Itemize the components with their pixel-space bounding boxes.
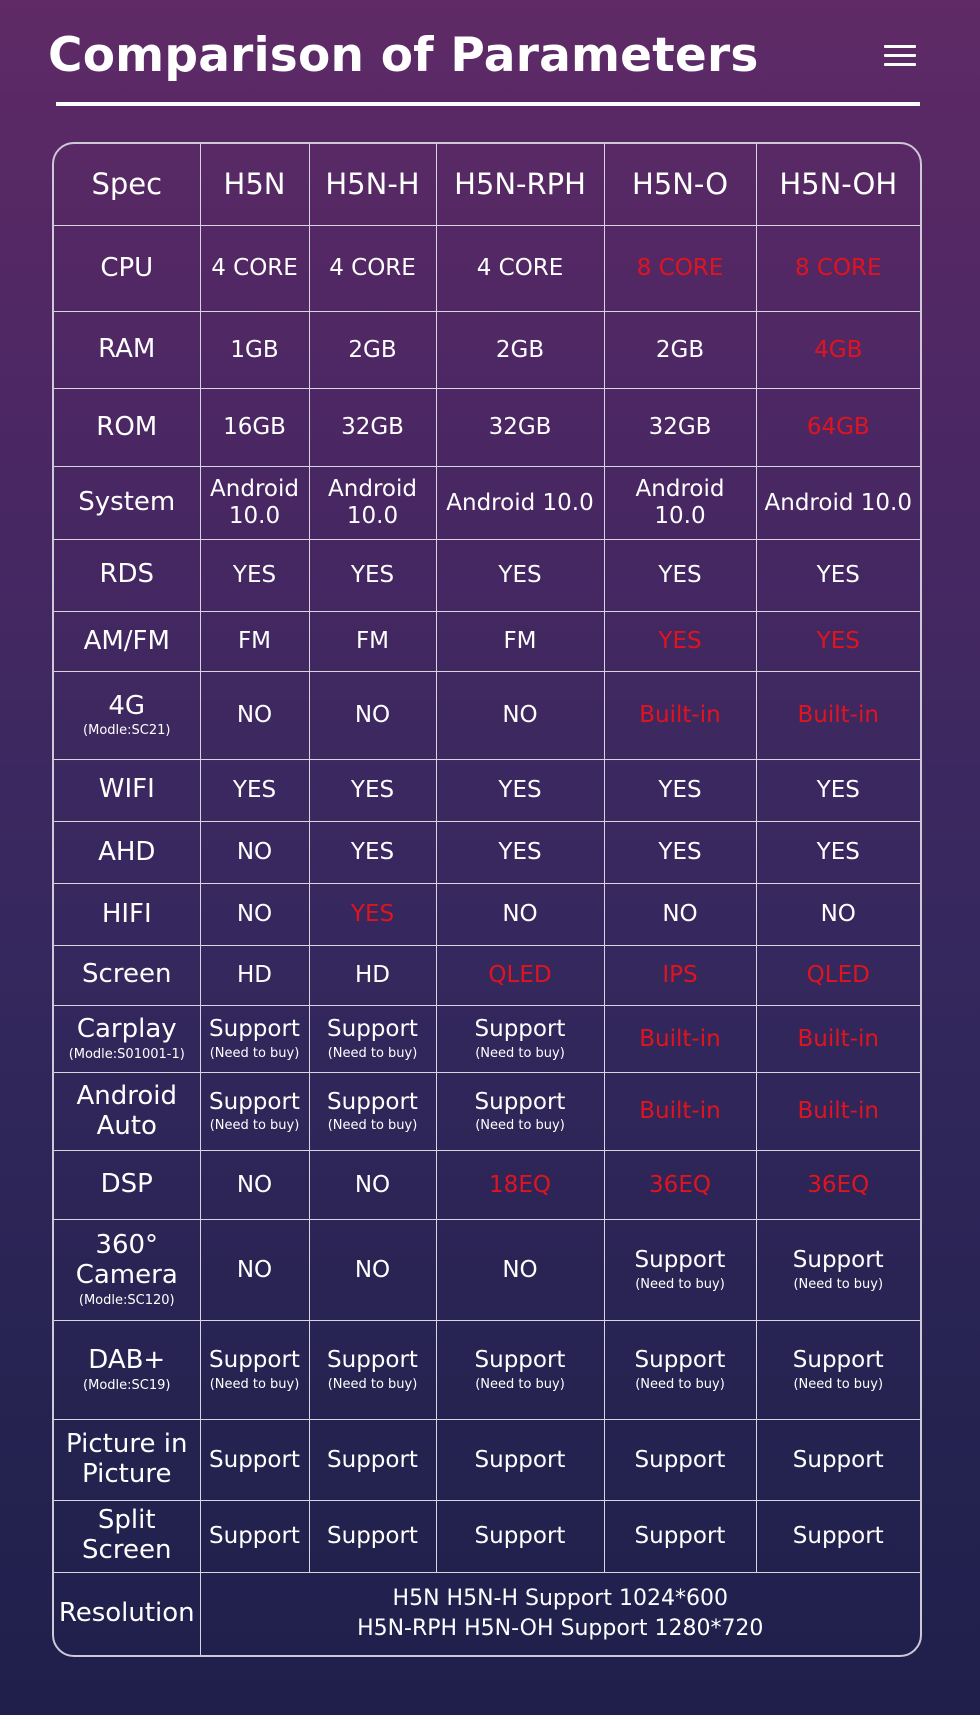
value-text: Support: [634, 1523, 726, 1550]
spec-label: Split Screen: [82, 1505, 172, 1566]
value-text: NO: [820, 901, 856, 928]
value-text: Support: [792, 1347, 884, 1374]
value-text: Android 10.0: [328, 476, 417, 529]
value-cell: [604, 822, 756, 884]
value-cell: [436, 1073, 604, 1150]
value-text: 32GB: [648, 414, 712, 441]
table-row: [54, 672, 920, 759]
value-cell: [200, 225, 309, 311]
value-cell: [309, 672, 436, 759]
value-text: Support: [792, 1523, 884, 1550]
value-text: NO: [236, 901, 273, 928]
spec-label: RAM: [98, 334, 156, 365]
header-cell-h5n-oh: H5N-OH: [756, 144, 920, 225]
value-text: Support: [474, 1016, 566, 1043]
value-cell: [604, 388, 756, 466]
value-cell: [604, 1420, 756, 1500]
value-text: Android 10.0: [764, 489, 912, 516]
spec-label: 4G: [108, 690, 146, 721]
table-row: [54, 1073, 920, 1150]
value-text: 2GB: [655, 336, 705, 363]
spec-label: DAB+: [88, 1344, 166, 1375]
spec-label-cell: [54, 1073, 200, 1150]
value-text: NO: [502, 1256, 538, 1283]
spec-label-cell: [54, 884, 200, 945]
value-cell: [604, 312, 756, 388]
value-text: NO: [354, 1171, 391, 1198]
title-divider: [56, 102, 920, 106]
value-cell: [309, 388, 436, 466]
value-subnote: (Need to buy): [475, 1376, 565, 1392]
value-cell: [756, 225, 920, 311]
value-cell: [436, 1320, 604, 1420]
value-text: Support: [634, 1347, 726, 1374]
value-cell: [604, 1500, 756, 1572]
value-text: YES: [350, 777, 395, 804]
value-cell: [200, 388, 309, 466]
page-header: [0, 0, 980, 110]
value-cell: [200, 539, 309, 611]
table-row: [54, 1005, 920, 1072]
value-cell: [436, 611, 604, 671]
value-subnote: (Need to buy): [635, 1376, 725, 1392]
value-cell: [604, 759, 756, 821]
value-text: YES: [658, 839, 702, 866]
value-text: Support: [327, 1088, 418, 1115]
value-text: Support: [209, 1088, 300, 1115]
spec-model-note: (Modle:SC21): [83, 723, 171, 739]
table-row: [54, 759, 920, 821]
value-cell: [200, 1005, 309, 1072]
value-text: NO: [502, 901, 538, 928]
value-text: Support: [474, 1523, 566, 1550]
value-cell: [436, 1005, 604, 1072]
value-cell: [309, 312, 436, 388]
spec-label: System: [78, 486, 176, 517]
value-cell: [604, 1073, 756, 1150]
value-cell: [756, 388, 920, 466]
value-cell: [309, 225, 436, 311]
value-text: Support: [634, 1446, 726, 1473]
value-text: Support: [209, 1016, 300, 1043]
value-cell: [309, 759, 436, 821]
header-cell-h5n-h: H5N-H: [309, 144, 436, 225]
spec-label: Screen: [82, 959, 172, 990]
value-subnote: (Need to buy): [327, 1045, 418, 1061]
table-row: [54, 1220, 920, 1321]
value-text: YES: [232, 562, 277, 589]
value-cell: [200, 1420, 309, 1500]
resolution-line-2: H5N-RPH H5N-OH Support 1280*720: [357, 1615, 764, 1641]
comparison-table: [54, 144, 920, 1655]
value-cell: [436, 822, 604, 884]
resolution-line-1: H5N H5N-H Support 1024*600: [392, 1586, 728, 1612]
value-text: YES: [498, 839, 542, 866]
header-cell-h5n: H5N: [200, 144, 309, 225]
value-cell: [436, 759, 604, 821]
page-title: Comparison of Parameters: [48, 28, 759, 83]
value-text: Support: [327, 1446, 418, 1473]
menu-bar: [884, 54, 916, 57]
value-cell: [436, 539, 604, 611]
value-cell: [309, 1073, 436, 1150]
spec-label: WIFI: [98, 774, 155, 805]
value-text: YES: [232, 777, 277, 804]
value-cell: [309, 822, 436, 884]
value-text: 18EQ: [489, 1171, 551, 1198]
value-cell: [756, 672, 920, 759]
value-text: YES: [498, 777, 542, 804]
value-text: Built-in: [797, 1098, 879, 1125]
value-text: YES: [816, 562, 860, 589]
header-cell-h5n-o: H5N-O: [604, 144, 756, 225]
value-cell: [756, 1220, 920, 1321]
value-text: Support: [792, 1446, 884, 1473]
value-text: Support: [474, 1088, 566, 1115]
table-row: [54, 1420, 920, 1500]
value-text: Support: [209, 1523, 300, 1550]
value-text: YES: [350, 562, 395, 589]
value-cell: [200, 672, 309, 759]
spec-label-cell: [54, 1150, 200, 1219]
value-cell: [756, 822, 920, 884]
value-text: Android 10.0: [446, 489, 594, 516]
value-text: NO: [236, 839, 273, 866]
value-text: Android 10.0: [635, 476, 725, 529]
value-cell: [604, 884, 756, 945]
value-subnote: (Need to buy): [327, 1376, 418, 1392]
table-row: [54, 388, 920, 466]
spec-label-cell: [54, 1420, 200, 1500]
value-text: YES: [350, 901, 395, 928]
value-cell: [756, 1150, 920, 1219]
table-row: [54, 945, 920, 1005]
spec-label-cell: [54, 539, 200, 611]
table-row: [54, 467, 920, 539]
value-cell: [756, 1500, 920, 1572]
spec-label-cell: [54, 672, 200, 759]
value-cell: [756, 1005, 920, 1072]
spec-label: Picture in Picture: [66, 1428, 188, 1489]
value-cell: [309, 945, 436, 1005]
value-text: Support: [209, 1446, 300, 1473]
table-row: [54, 312, 920, 388]
value-text: QLED: [488, 962, 552, 989]
value-cell: [436, 312, 604, 388]
value-subnote: (Need to buy): [475, 1045, 565, 1061]
value-text: YES: [498, 562, 542, 589]
value-cell: [436, 467, 604, 539]
value-text: 32GB: [488, 414, 552, 441]
value-cell: [756, 884, 920, 945]
value-cell: [436, 1500, 604, 1572]
value-subnote: (Need to buy): [635, 1276, 725, 1292]
menu-bar: [884, 45, 916, 48]
spec-model-note: (Modle:SC120): [78, 1292, 175, 1308]
resolution-value-cell: [200, 1572, 920, 1655]
value-cell: [200, 1220, 309, 1321]
value-text: HD: [354, 962, 390, 989]
value-cell: [604, 467, 756, 539]
value-cell: [200, 611, 309, 671]
value-cell: [309, 611, 436, 671]
table-row: [54, 1150, 920, 1219]
value-text: 2GB: [495, 336, 545, 363]
value-text: NO: [236, 702, 273, 729]
spec-label-cell: [54, 1005, 200, 1072]
value-text: IPS: [662, 962, 698, 989]
value-text: 2GB: [348, 336, 397, 363]
value-cell: [756, 312, 920, 388]
value-cell: [756, 539, 920, 611]
value-cell: [309, 1005, 436, 1072]
value-cell: [436, 1220, 604, 1321]
value-text: FM: [355, 628, 390, 655]
hamburger-menu-icon[interactable]: [884, 45, 916, 67]
spec-label-cell: [54, 388, 200, 466]
resolution-row: [54, 1572, 920, 1655]
value-cell: [604, 225, 756, 311]
value-text: NO: [354, 1256, 391, 1283]
value-text: 4 CORE: [476, 255, 564, 282]
spec-label: Carplay: [76, 1014, 177, 1045]
value-cell: [604, 1220, 756, 1321]
spec-label: HIFI: [101, 898, 152, 929]
value-cell: [309, 1220, 436, 1321]
value-subnote: (Need to buy): [475, 1118, 565, 1134]
spec-label: RDS: [99, 559, 155, 590]
value-cell: [756, 611, 920, 671]
value-cell: [200, 945, 309, 1005]
header-cell-h5n-rph: H5N-RPH: [436, 144, 604, 225]
spec-model-note: (Modle:S01001-1): [68, 1047, 185, 1063]
value-cell: [604, 672, 756, 759]
value-text: NO: [236, 1256, 273, 1283]
table-row: [54, 611, 920, 671]
spec-label-cell: [54, 611, 200, 671]
value-text: YES: [658, 777, 702, 804]
value-text: Support: [634, 1247, 726, 1274]
value-text: NO: [502, 702, 538, 729]
value-cell: [436, 884, 604, 945]
value-text: Built-in: [639, 702, 721, 729]
value-cell: [604, 1320, 756, 1420]
value-text: QLED: [806, 962, 870, 989]
value-cell: [200, 884, 309, 945]
value-text: YES: [350, 839, 395, 866]
value-text: HD: [236, 962, 272, 989]
spec-label-cell: [54, 312, 200, 388]
value-text: FM: [503, 628, 537, 655]
table-row: [54, 225, 920, 311]
value-cell: [756, 1320, 920, 1420]
value-cell: [604, 611, 756, 671]
value-cell: [604, 1005, 756, 1072]
value-cell: [604, 539, 756, 611]
value-text: 4GB: [814, 336, 863, 363]
spec-label-cell: [54, 467, 200, 539]
table-row: [54, 822, 920, 884]
value-text: Support: [792, 1247, 884, 1274]
value-text: Support: [327, 1016, 418, 1043]
spec-label: DSP: [100, 1168, 153, 1199]
value-text: YES: [816, 839, 860, 866]
spec-label-cell: [54, 759, 200, 821]
value-cell: [756, 467, 920, 539]
value-cell: [756, 945, 920, 1005]
value-text: 8 CORE: [794, 255, 882, 282]
value-text: 8 CORE: [636, 255, 724, 282]
value-text: Support: [209, 1347, 300, 1374]
value-text: YES: [816, 628, 860, 655]
value-text: YES: [816, 777, 860, 804]
value-cell: [604, 1150, 756, 1219]
value-cell: [756, 1420, 920, 1500]
value-cell: [309, 1500, 436, 1572]
value-cell: [200, 1320, 309, 1420]
value-cell: [756, 759, 920, 821]
value-cell: [200, 759, 309, 821]
table-row: [54, 1500, 920, 1572]
spec-label: 360° Camera: [75, 1229, 178, 1290]
value-cell: [436, 225, 604, 311]
value-text: 16GB: [223, 414, 286, 441]
value-cell: [309, 1420, 436, 1500]
spec-label-cell: [54, 945, 200, 1005]
spec-label: Android Auto: [76, 1080, 178, 1141]
value-cell: [200, 1073, 309, 1150]
value-text: Built-in: [797, 702, 879, 729]
value-subnote: (Need to buy): [209, 1045, 300, 1061]
table-row: [54, 1320, 920, 1420]
value-cell: [309, 1320, 436, 1420]
header-cell-spec: Spec: [54, 144, 200, 225]
value-text: Built-in: [797, 1025, 879, 1052]
value-text: FM: [237, 628, 272, 655]
value-text: Support: [327, 1347, 418, 1374]
table-row: [54, 884, 920, 945]
value-text: Support: [474, 1347, 566, 1374]
value-cell: [200, 1500, 309, 1572]
spec-label-cell: [54, 1220, 200, 1321]
value-cell: [200, 312, 309, 388]
value-text: 4 CORE: [211, 255, 298, 282]
spec-label-cell: [54, 225, 200, 311]
value-cell: [756, 1073, 920, 1150]
spec-label: AM/FM: [83, 625, 170, 656]
value-subnote: (Need to buy): [209, 1118, 300, 1134]
value-text: Built-in: [639, 1025, 721, 1052]
value-subnote: (Need to buy): [793, 1376, 884, 1392]
value-cell: [309, 1150, 436, 1219]
comparison-table-frame: [52, 142, 922, 1657]
value-text: 1GB: [230, 336, 279, 363]
value-cell: [309, 539, 436, 611]
value-text: 64GB: [806, 414, 870, 441]
value-text: Support: [327, 1523, 418, 1550]
value-text: Support: [474, 1446, 566, 1473]
value-text: 32GB: [341, 414, 404, 441]
value-text: Android 10.0: [210, 476, 299, 529]
value-cell: [436, 1420, 604, 1500]
value-cell: [436, 1150, 604, 1219]
value-cell: [604, 945, 756, 1005]
spec-label: CPU: [100, 252, 154, 283]
value-cell: [200, 822, 309, 884]
value-subnote: (Need to buy): [327, 1118, 418, 1134]
value-subnote: (Need to buy): [209, 1376, 300, 1392]
spec-label-cell: [54, 1500, 200, 1572]
value-text: 36EQ: [649, 1171, 711, 1198]
spec-label-cell: [54, 822, 200, 884]
value-text: Built-in: [639, 1098, 721, 1125]
value-cell: [436, 945, 604, 1005]
resolution-label: Resolution: [54, 1572, 200, 1655]
value-text: YES: [658, 562, 702, 589]
value-text: YES: [658, 628, 702, 655]
value-text: NO: [236, 1171, 273, 1198]
value-subnote: (Need to buy): [793, 1276, 884, 1292]
value-text: 36EQ: [807, 1171, 870, 1198]
spec-model-note: (Modle:SC19): [83, 1377, 171, 1393]
value-cell: [436, 388, 604, 466]
spec-label: ROM: [96, 411, 158, 442]
spec-label: AHD: [98, 836, 156, 867]
value-cell: [309, 884, 436, 945]
table-row: [54, 539, 920, 611]
value-cell: [436, 672, 604, 759]
value-text: NO: [354, 702, 391, 729]
value-text: NO: [662, 901, 698, 928]
value-text: 4 CORE: [329, 255, 416, 282]
menu-bar: [884, 63, 916, 66]
value-cell: [309, 467, 436, 539]
value-cell: [200, 467, 309, 539]
spec-label-cell: [54, 1320, 200, 1420]
value-cell: [200, 1150, 309, 1219]
header-row: [54, 144, 920, 225]
